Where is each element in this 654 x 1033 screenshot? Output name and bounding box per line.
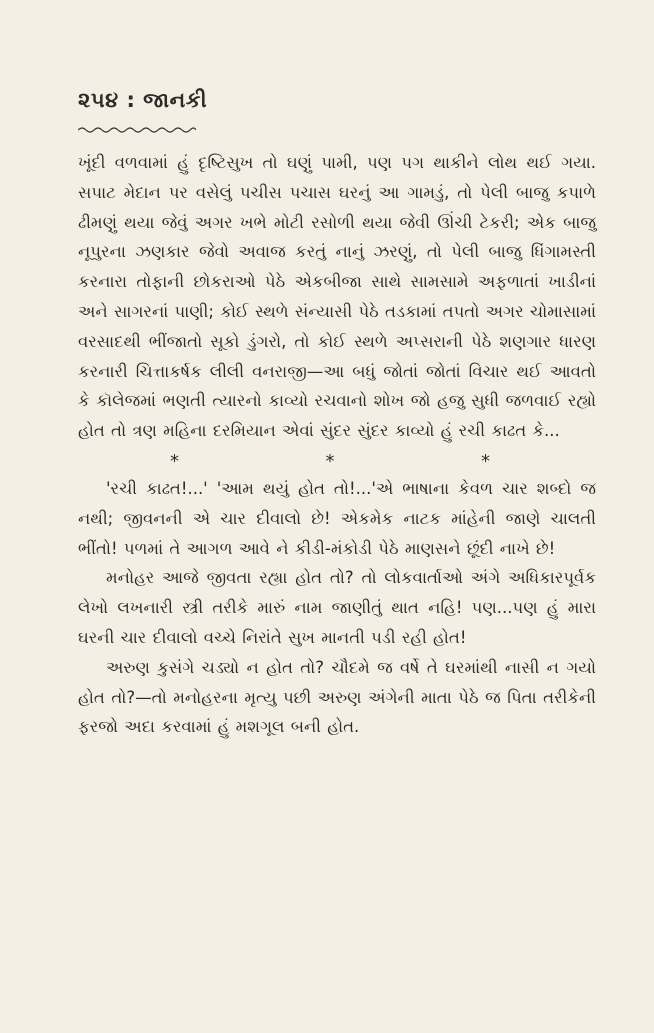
page-number-and-title: ૨૫૪ : જાનકી <box>78 88 208 112</box>
paragraph-2: 'રચી કાઢત!...' 'આમ થયું હોત તો!...'એ ભાષાના કેવળ ચાર શબ્દો જ નથી; જીવનની એ ચાર દીવાલો છે! એકમેક નાટક માંહેની જાણે ચાલતી ભીંતો! પળમાં તે આગળ આવે ને કીડી-મંકોડી પેઠે માણસને છૂંદી નાખે છે! <box>78 478 596 558</box>
page-header <box>78 88 596 148</box>
paragraph-4: અરુણ કુસંગે ચડ્યો ન હોત તો? ચૌદમે જ વર્ષે તે ઘરમાંથી નાસી ન ગયો હોત તો?—તો મનોહરના મૃત્યુ પછી અરુણ અંગેની માતા પેઠે જ પિતા તરીકેની ફરજો અદા કરવામાં હું મશગૂલ બની હોત. <box>78 657 596 737</box>
section-break-star: * <box>170 450 179 472</box>
section-break-star: * <box>481 450 490 472</box>
section-break-star: * <box>325 450 335 472</box>
paragraph-1: ખૂંદી વળવામાં હું દૃષ્ટિસુખ તો ઘણું પામી, પણ પગ થાકીને લોથ થઈ ગયા. સપાટ મેદાન પર વસેલું પચીસ પચાસ ઘરનું આ ગામડું, તો પેલી બાજુ કપાળે ઢીમણું થયા જેવું અગર ખભે મોટી રસોળી થયા જેવી ઊંચી ટેકરી; એક બાજુ નૂપુરના ઝણકાર જેવો અવાજ કરતું નાનું ઝરણું, તો પેલી બાજુ ધિંગામસ્તી કરનારા તોફાની છોકરાઓ પેઠે એકબીજા સાથે સામસામે અફળાતાં ખાડીનાં અને સાગરનાં પાણી; કોઈ સ્થળે સંન્યાસી પેઠે તડકામાં તપતો અગર ચોમાસામાં વરસાદથી ભીંજાતો સૂકો ડુંગરો, તો કોઈ સ્થળે અપ્સરાની પેઠે શણગાર ધારણ કરનારી ચિત્તાકર્ષક લીલી વનરાજી—આ બધું જોતાં જોતાં વિચાર થઈ આવતો કે કૉલેજમાં ભણતી ત્યારનો કાવ્યો રચવાનો શોખ જો હજુ સુધી જળવાઈ રહ્યો હોત તો ત્રણ મહિના દરમિયાન એવાં સુંદર સુંદર કાવ્યો હું રચી કાઢત કે... <box>78 153 596 441</box>
body-text <box>78 148 596 742</box>
paragraph-3: મનોહર આજે જીવતા રહ્યા હોત તો? તો લોકવાર્તાઓ અંગે અધિકારપૂર્વક લેખો લખનારી સ્ત્રી તરીકે મારું નામ જાણીતું થાત નહિ! પણ...પણ હું મારા ઘરની ચાર દીવાલો વચ્ચે નિરાંતે સુખ માનતી પડી રહી હોત! <box>78 568 596 647</box>
section-break <box>170 452 490 472</box>
wavy-rule-icon <box>78 126 196 134</box>
